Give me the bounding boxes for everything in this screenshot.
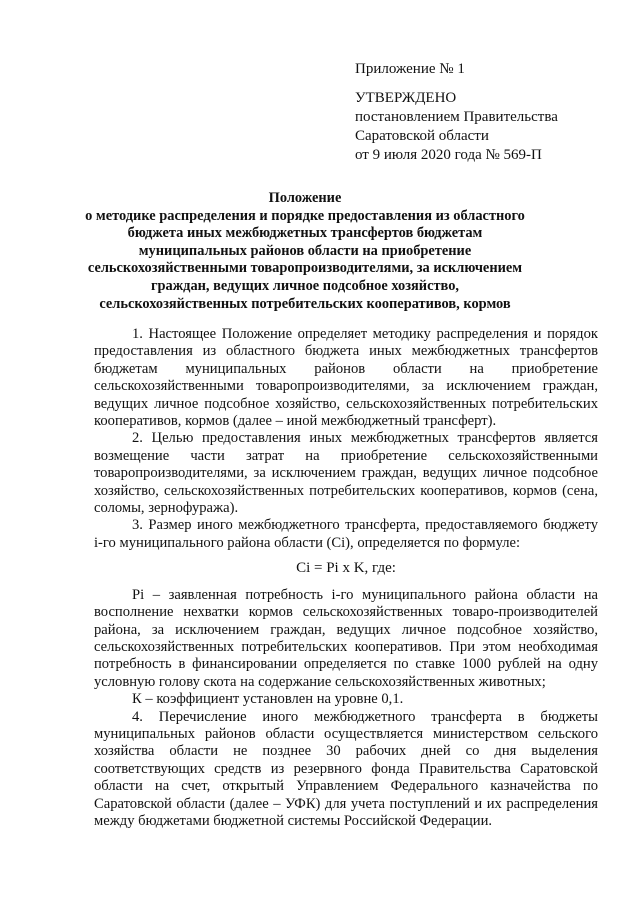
paragraph-4: 4. Перечисление иного межбюджетного трансферта в бюджеты муниципальных районов области осуществляется министерством сельского хозяйства области не позднее 30 рабочих дней со дня выделения соответствующих средств из резервного фонда Правительства Саратовской области на счет, открытый Управлением Федерального казначейства по Саратовской области (далее – УФК) для учета поступлений и их распределения между бюджетами бюджетной системы Российской Федерации. — [94, 708, 598, 829]
title-heading: Положение — [268, 190, 342, 206]
approval-line-2: Саратовской области — [355, 128, 489, 144]
paragraph-pi: Pi – заявленная потребность i-го муниципального района области на восполнение нехватки кормов сельскохозяйственных товаро-производителей района, за исключением граждан, ведущих личное подсобное хозяйство, сельскохозяйственных потребительских кооперативов. При этом необходимая потребность в финансировании определяется по ставке 1000 рублей на одну условную голову скота на содержание сельскохозяйственных животных; — [94, 586, 598, 690]
document-body — [94, 326, 598, 830]
approval-line-1: постановлением Правительства — [355, 109, 558, 125]
paragraph-1: 1. Настоящее Положение определяет методику распределения и порядок предоставления из областного бюджета иных межбюджетных трансфертов бюджетам муниципальных районов области на приобретение сельскохозяйственными товаропроизводителями, за исключением граждан, ведущих личное подсобное хозяйство, сельскохозяйственных потребительских кооперативов, кормов (далее – иной межбюджетный трансферт). — [94, 326, 598, 430]
approval-block — [355, 60, 625, 165]
approved-stamp: УТВЕРЖДЕНО — [355, 90, 457, 106]
approval-line-3: от 9 июля 2020 года № 569-П — [355, 147, 542, 163]
formula: Ci = Pi x K, где: — [296, 560, 396, 577]
paragraph-k: К – коэффициент установлен на уровне 0,1. — [132, 691, 404, 708]
paragraph-2: 2. Целью предоставления иных межбюджетных трансфертов является возмещение части затрат на приобретение сельскохозяйственными товаропроизводителями, за исключением граждан, ведущих личное подсобное хозяйство, сельскохозяйственных потребительских кооперативов, кормов (сена, соломы, зернофуража). — [94, 430, 598, 517]
annex-number: Приложение № 1 — [355, 61, 465, 77]
title-subtitle: о методике распределения и порядке предоставления из областного бюджета иных межбюджетных трансфертов бюджетам муниципальных районов области на приобретение сельскохозяйственными товаропроизводителями, за исключением граждан, ведущих личное подсобное хозяйство, сельскохозяйственных потребительских кооперативов, кормов — [85, 207, 525, 312]
paragraph-3: 3. Размер иного межбюджетного трансферта, предоставляемого бюджету i-го муниципального района области (Ci), определяется по формуле: — [94, 517, 598, 551]
document-title — [80, 190, 530, 313]
